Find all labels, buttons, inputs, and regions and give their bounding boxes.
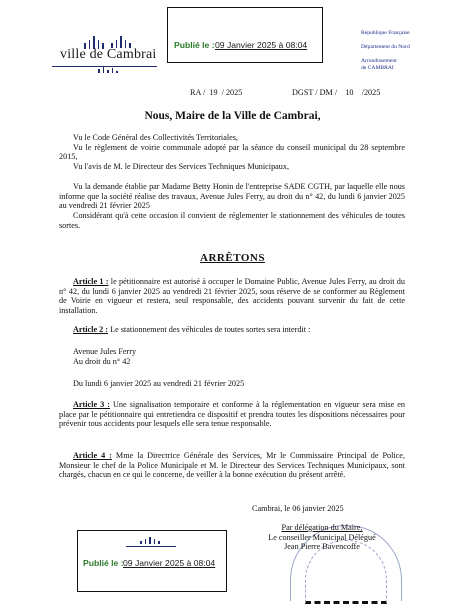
considerant-4: Vu la demande établie par Madame Betty Honin de l'entreprise SADE CGTH, par laquelle elle nous informe que la société réalise des travaux, Avenue Jules Ferry, au droit du n° 42, du lundi 6 janvier 2025 au vendredi 21 février 2025 (59, 181, 405, 211)
signature-block (232, 523, 412, 552)
considerant-3: Vu l'avis de M. le Directeur des Services Techniques Municipaux, (73, 162, 290, 172)
logo-text: ville de Cambrai (60, 47, 157, 62)
signature-role: Le conseiller Municipal Délégué (268, 532, 376, 542)
considerant-2: Vu le règlement de voirie communale adopté par la séance du conseil municipal du 28 septembre 2015, (59, 142, 405, 162)
arretons-heading: ARRÊTONS (200, 252, 265, 264)
reference-dgst (292, 88, 380, 98)
stamp-date: 09 Janvier 2025 à 08:04 (123, 558, 216, 568)
ra-label: RA / (190, 88, 206, 97)
article-2-text: Le stationnement des véhicules de toutes sortes sera interdit : (108, 325, 311, 334)
department-line: Département du Nord (361, 44, 410, 50)
article-2-label: Article 2 : (73, 325, 109, 334)
article-4-label: Article 4 : (73, 451, 112, 460)
stamp-logo-line (126, 546, 176, 547)
article-2 (59, 325, 405, 335)
ra-year: / 2025 (221, 88, 243, 97)
article-3-text: Une signalisation temporaire et conforme à la réglementation en vigueur sera mise en place par le pétitionnaire qui entretiendra ce dispositif et prendra toutes les dispositions nécessaires pour prévenir tous accidents pour lesquels elle sera tenue responsable. (59, 400, 405, 429)
article-4 (59, 451, 405, 480)
arrondissement-city: de CAMBRAI (361, 65, 394, 71)
document-title: Nous, Maire de la Ville de Cambrai, (144, 110, 321, 122)
dgst-number: 10 (345, 88, 354, 97)
article-2-period: Du lundi 6 janvier 2025 au vendredi 21 février 2025 (73, 379, 245, 388)
republic-block (361, 30, 441, 72)
stamp-label: Publié le : (174, 40, 215, 50)
considerants (59, 133, 405, 230)
signature-delegation: Par délégation du Maire, (281, 523, 363, 532)
considerant-5: Considérant qu'à cette occasion il convient de réglementer le stationnement des véhicules de toutes sortes. (59, 210, 405, 230)
signature-name: Jean Pierre Bavencoffe (284, 542, 360, 552)
considerant-1: Vu le Code Général des Collectivités Territoriales, (73, 133, 238, 142)
ra-number: 19 (209, 88, 218, 97)
article-1 (59, 277, 405, 316)
logo-reflection-icon (98, 67, 118, 73)
article-2-number: Au droit du n° 42 (73, 357, 131, 366)
stamp-label: Publié le : (83, 558, 124, 568)
article-3-label: Article 3 : (73, 400, 110, 409)
stamp-date: 09 Janvier 2025 à 08:04 (215, 40, 308, 50)
article-4-text: Mme la Directrice Générale des Services, Mr le Commissaire Principal de Police, Monsieur le chef de la Police Municipale et M. le Directeur des Services Techniques Municipaux, sont chargés, chacun en ce qui le concerne, de veiller à la bonne exécution du présent arrêté. (59, 451, 405, 480)
publication-stamp-bottom (77, 530, 227, 592)
dgst-label: DGST / DM / (292, 88, 338, 97)
article-3 (59, 400, 405, 429)
article-2-street: Avenue Jules Ferry (73, 347, 137, 356)
reference-ra (190, 88, 242, 98)
dgst-year: /2025 (361, 88, 381, 97)
place-date: Cambrai, le 06 janvier 2025 (252, 504, 344, 513)
article-1-label: Article 1 : (73, 277, 109, 286)
stamp-logo-icon (140, 537, 160, 544)
publication-stamp (167, 7, 323, 63)
article-1-text: le pétitionnaire est autorisé à occuper le Domaine Public, Avenue Jules Ferry, au droit du n° 42, du lundi 6 janvier 2025 au vendredi 21 février 2025, sous réserve de se conformer au Règlement de Voirie en vigueur et restera, seul responsable, des accidents pouvant survenir du fait de cette installation. (59, 277, 405, 316)
arrondissement-line: Arrondissement (361, 58, 397, 64)
republic-line: République Française (361, 30, 410, 36)
